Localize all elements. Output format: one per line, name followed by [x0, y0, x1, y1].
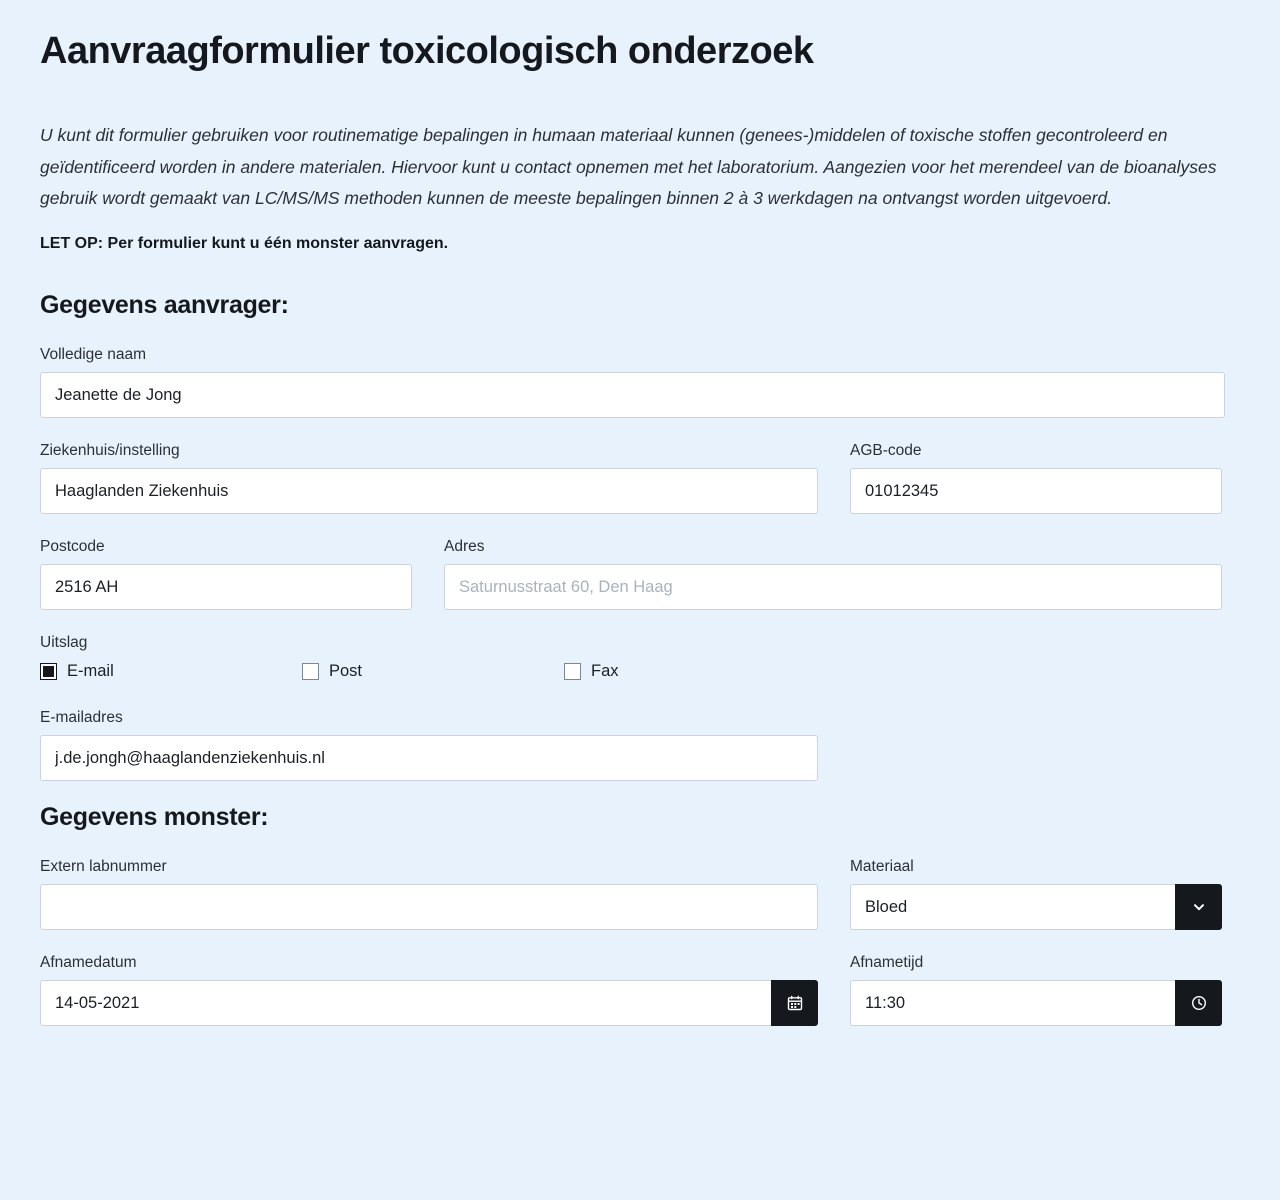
ziekenhuis-input[interactable] [40, 468, 818, 514]
afnamedatum-input[interactable] [40, 980, 771, 1026]
field-afnamedatum [40, 954, 818, 1026]
row-afname [40, 954, 1240, 1026]
materiaal-select[interactable] [850, 884, 1175, 930]
label-email: E-mailadres [40, 709, 123, 727]
uitslag-option-fax[interactable] [564, 662, 619, 681]
intro-paragraph: U kunt dit formulier gebruiken voor routinematige bepalingen in humaan materiaal kunnen (genees-)middelen of toxische stoffen gecontroleerd en geïdentificeerd worden in andere materialen. Hiervoor kunt u contact opnemen met het laboratorium. Aangezien voor het merendeel van de bioanalyses gebruik wordt gemaakt van LC/MS/MS methoden kunnen de meeste bepalingen binnen 2 à 3 werkdagen na ontvangst worden uitgevoerd. [40, 124, 1217, 209]
section-title-monster: Gegevens monster: [40, 803, 269, 832]
extern-labnummer-input[interactable] [40, 884, 818, 930]
notice-text: LET OP: Per formulier kunt u één monster aanvragen. [40, 235, 449, 253]
uitslag-option-label: E-mail [67, 662, 114, 681]
field-materiaal [850, 858, 1222, 930]
label-volledige-naam: Volledige naam [40, 346, 146, 364]
label-materiaal: Materiaal [850, 858, 914, 876]
field-agb-code [850, 442, 1222, 514]
uitslag-option-label: Fax [591, 662, 619, 681]
afnametijd-group [850, 980, 1222, 1026]
label-afnamedatum: Afnamedatum [40, 954, 137, 972]
clock-icon[interactable] [1175, 980, 1222, 1026]
label-afnametijd: Afnametijd [850, 954, 924, 972]
field-volledige-naam [40, 346, 1225, 418]
afnametijd-input[interactable] [850, 980, 1175, 1026]
uitslag-option-post[interactable] [302, 662, 564, 681]
row-labnummer-materiaal [40, 858, 1240, 930]
label-uitslag: Uitslag [40, 634, 88, 652]
volledige-naam-input[interactable] [40, 372, 1225, 418]
calendar-icon[interactable] [771, 980, 818, 1026]
row-postcode-adres [40, 538, 1240, 610]
label-extern-labnummer: Extern labnummer [40, 858, 167, 876]
row-volledige-naam [40, 346, 1240, 418]
row-ziekenhuis-agb [40, 442, 1240, 514]
uitslag-option-email[interactable] [40, 662, 302, 681]
email-input[interactable] [40, 735, 818, 781]
label-ziekenhuis: Ziekenhuis/instelling [40, 442, 180, 460]
field-ziekenhuis [40, 442, 818, 514]
field-postcode [40, 538, 412, 610]
row-email [40, 709, 1240, 781]
materiaal-select-wrap [850, 884, 1222, 930]
checkbox-post[interactable] [302, 663, 319, 680]
section-title-aanvrager: Gegevens aanvrager: [40, 291, 289, 320]
field-adres [444, 538, 1222, 610]
chevron-down-icon[interactable] [1175, 884, 1222, 930]
label-adres: Adres [444, 538, 485, 556]
field-afnametijd [850, 954, 1222, 1026]
uitslag-option-label: Post [329, 662, 363, 681]
adres-input[interactable] [444, 564, 1222, 610]
label-agb-code: AGB-code [850, 442, 922, 460]
checkbox-email[interactable] [40, 663, 57, 680]
label-postcode: Postcode [40, 538, 105, 556]
field-extern-labnummer [40, 858, 818, 930]
uitslag-options [40, 662, 1240, 681]
field-email [40, 709, 818, 781]
afnamedatum-group [40, 980, 818, 1026]
checkbox-fax[interactable] [564, 663, 581, 680]
page-title: Aanvraagformulier toxicologisch onderzoek [40, 30, 814, 72]
agb-code-input[interactable] [850, 468, 1222, 514]
postcode-input[interactable] [40, 564, 412, 610]
